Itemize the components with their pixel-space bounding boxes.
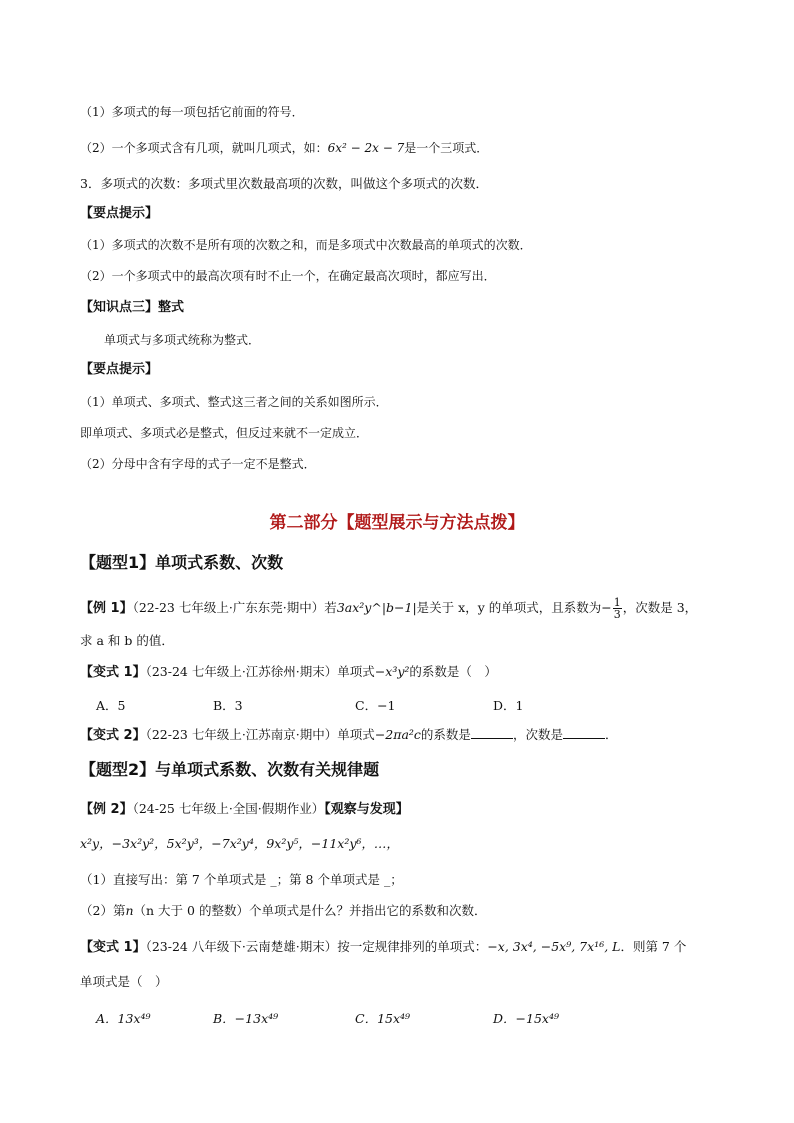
variant-text-d: ． [604,727,618,742]
example-1 [80,597,697,620]
variant-source: （23-24 八年级下·云南楚雄·期末） [145,939,338,954]
variant-expr: −x, 3x⁴, −5x⁹, 7x¹⁶, L [487,939,621,954]
example-2-sequence: x²y，−3x²y²，5x²y³，−7x²y⁴，9x²y⁵，−11x²y⁶，…， [80,836,399,851]
variant-label: 【变式 2】 [80,728,146,743]
answer-blank-2[interactable] [563,726,605,739]
example-1-source: （22-23 七年级上·广东东莞·期中） [132,600,325,615]
option-b: B．3 [213,698,243,713]
point-3: 3．多项式的次数：多项式里次数最高项的次数，叫做这个多项式的次数． [80,176,488,191]
example-1-line-2: 求 a 和 b 的值． [80,633,174,648]
example-2-question-1: （1）直接写出：第 7 个单项式是 _；第 8 个单项式是 _； [80,872,403,887]
variant-expr: −x³y² [374,664,410,679]
variant-label: 【变式 1】 [80,940,146,955]
variant-text-c: ，次数是 [512,727,563,742]
variant-text-b: ．则第 7 个 [620,939,687,954]
question-2-n: n [125,903,134,918]
tip-1-item-2: （2）一个多项式中的最高次项有时不止一个，在确定最高次项时，都应写出． [80,269,496,283]
variant-1-2 [80,726,617,744]
knowledge-3-body: 单项式与多项式统称为整式． [104,333,261,347]
tip-2-item-1: （1）单项式、多项式、整式这三者之间的关系如图所示． [80,395,388,409]
example-1-text-b: 是关于 x，y 的单项式，且系数为 [416,600,602,615]
example-1-frac-sign: − [601,600,612,615]
type-2-heading: 【题型2】与单项式系数、次数有关规律题 [80,760,380,779]
variant-text-a: 单项式 [337,727,375,742]
option-a: A．5 [96,698,126,713]
answer-blank-1[interactable] [471,726,513,739]
option-d: D．1 [493,698,524,713]
tip-2-item-3: （2）分母中含有字母的式子一定不是整式． [80,457,316,471]
variant-text-b: 的系数是 [420,727,471,742]
option-c: C．15x⁴⁹ [355,1011,411,1026]
question-2-text-b: （n 大于 0 的整数）个单项式是什么？并指出它的系数和次数． [133,903,487,918]
variant-2-1-line-2: 单项式是（ ） [80,974,168,989]
option-a: A．13x⁴⁹ [96,1011,151,1026]
variant-1-1 [80,664,497,681]
example-1-text-a: 若 [324,600,337,615]
knowledge-3-heading: 【知识点三】整式 [80,300,185,315]
tip-heading-2: 【要点提示】 [80,362,159,377]
type-1-heading: 【题型1】单项式系数、次数 [80,553,284,572]
section-title: 第二部分【题型展示与方法点拨】 [269,513,525,533]
point-1: （1）多项式的每一项包括它前面的符号． [80,105,304,119]
variant-text-a: 按一定规律排列的单项式： [337,939,488,954]
point-2-expr: 6x² − 2x − 7 [327,141,405,155]
variant-text-b: 的系数是（ ） [409,664,497,679]
fraction-denominator: 3 [613,608,621,621]
variant-label: 【变式 1】 [80,665,146,680]
question-2-text-a: （2）第 [80,903,126,918]
example-1-expr: 3ax²y^|b−1| [336,600,417,615]
tip-1-item-1: （1）多项式的次数不是所有项的次数之和，而是多项式中次数最高的单项式的次数． [80,238,532,252]
tip-2-item-2: 即单项式、多项式必是整式，但反过来就不一定成立． [80,426,369,440]
example-2-label: 【例 2】 [80,802,133,817]
example-2-tag: 【观察与发现】 [324,802,409,817]
example-2-source: （24-25 七年级上·全国·假期作业） [132,801,325,816]
variant-2-1 [80,939,686,956]
option-c: C．−1 [355,698,396,713]
point-2-text: （2）一个多项式含有几项，就叫几项式，如： [80,141,328,155]
variant-text-a: 单项式 [337,664,375,679]
fraction-numerator: 1 [613,596,621,609]
variant-source: （22-23 七年级上·江苏南京·期中） [145,727,338,742]
option-b: B．−13x⁴⁹ [213,1011,279,1026]
example-1-label: 【例 1】 [80,601,133,616]
example-1-fraction [613,597,622,620]
example-2-question-2 [80,903,486,919]
option-d: D．−15x⁴⁹ [493,1011,559,1026]
tip-heading-1: 【要点提示】 [80,206,159,221]
example-2 [80,801,409,818]
point-2 [80,140,488,156]
example-1-text-c: ，次数是 3， [622,600,698,615]
variant-source: （23-24 七年级上·江苏徐州·期末） [145,664,338,679]
variant-expr: −2πa²c [374,727,421,742]
point-2-suffix: 是一个三项式． [404,141,489,155]
